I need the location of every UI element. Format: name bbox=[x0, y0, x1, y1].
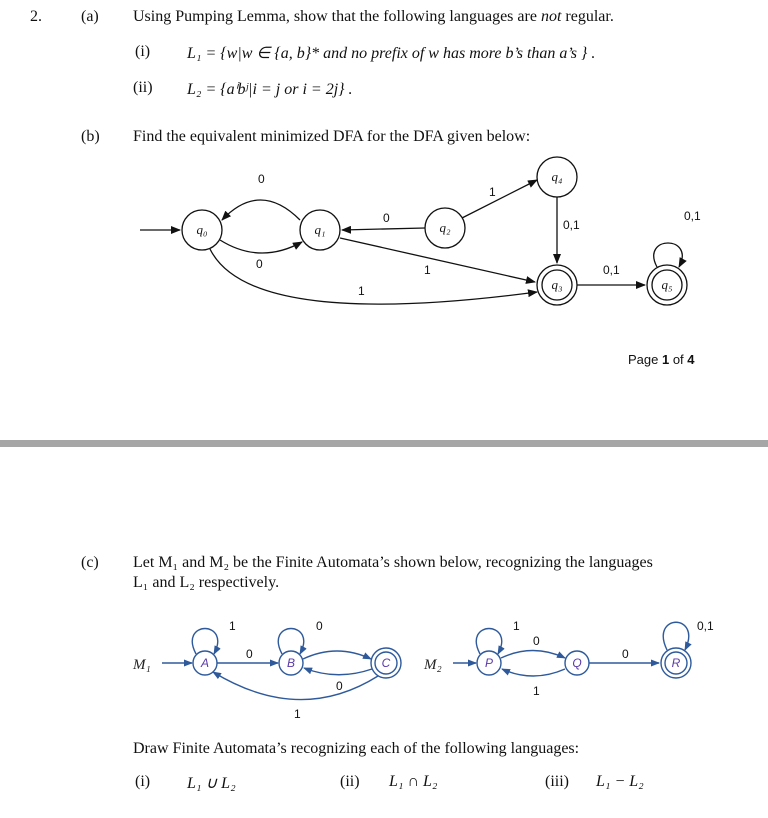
page-number-total: 4 bbox=[687, 352, 695, 367]
m1-state-label: C bbox=[381, 656, 391, 670]
m2-state-label: Q bbox=[572, 656, 582, 670]
dfa-state-label: q₂ bbox=[439, 220, 451, 235]
m2-edge-p-loop bbox=[476, 629, 501, 655]
m1-state-label: A bbox=[200, 656, 210, 670]
part-c-prompt-line1: Let M₁ and M₂ be the Finite Automata’s shown below, recognizing the languages bbox=[133, 554, 653, 571]
m1-edge-b-c bbox=[303, 651, 371, 659]
dfa-edge-label: 0,1 bbox=[603, 263, 620, 277]
page-number-middle: of bbox=[669, 352, 688, 367]
m1-edge-c-a bbox=[213, 672, 378, 700]
part-c-item-2-text: L₁ ∩ L₂ bbox=[389, 773, 438, 790]
m2-edge-p-q bbox=[501, 651, 565, 659]
m1-edge-label: 1 bbox=[229, 619, 236, 633]
dfa-edge-label: 1 bbox=[358, 284, 365, 298]
part-a-prompt-emph: not bbox=[540, 8, 562, 25]
part-b-prompt: Find the equivalent minimized DFA for the DFA given below: bbox=[133, 128, 531, 145]
m2-edge-label: 0 bbox=[533, 634, 540, 648]
m1-name: M₁ bbox=[133, 657, 151, 673]
m2-state-label: P bbox=[484, 656, 494, 670]
dfa-edge-q5-loop bbox=[654, 243, 683, 267]
m1-edge-label: 0 bbox=[246, 647, 253, 661]
m2-edge-label: 1 bbox=[513, 619, 520, 633]
dfa-edge-label: 1 bbox=[424, 263, 431, 277]
m1-state-label: B bbox=[286, 656, 296, 670]
part-a-item-2-text: L₂ = {aⁱbʲ|i = j or i = 2j} . bbox=[187, 81, 353, 98]
dfa-edge-label: 0,1 bbox=[563, 218, 580, 232]
part-a-prompt-after: regular. bbox=[561, 8, 614, 25]
m1-edge-b-loop bbox=[278, 629, 303, 655]
page-number-prefix: Page bbox=[628, 352, 662, 367]
part-c-item-1-label: (i) bbox=[135, 773, 151, 790]
dfa-edge-label: 0 bbox=[258, 172, 265, 186]
dfa-diagram bbox=[0, 150, 768, 320]
m2-edge-label: 0,1 bbox=[697, 619, 714, 633]
m2-edge-r-loop bbox=[663, 622, 688, 650]
m1-edge-label: 1 bbox=[294, 707, 301, 721]
m2-edge-label: 0 bbox=[622, 647, 629, 661]
part-a-prompt bbox=[133, 8, 614, 26]
m1-edge-c-b bbox=[304, 668, 372, 675]
part-a-item-2-label: (ii) bbox=[133, 79, 153, 96]
question-number: 2. bbox=[30, 8, 42, 25]
dfa-state-label: q₃ bbox=[551, 277, 563, 292]
part-c-item-2-label: (ii) bbox=[340, 773, 360, 790]
dfa-state-label: q₅ bbox=[661, 277, 673, 292]
dfa-edge-q2-q4 bbox=[462, 180, 537, 218]
m2-name: M₂ bbox=[424, 657, 442, 673]
page-number-current: 1 bbox=[661, 352, 670, 367]
part-c-item-3-label: (iii) bbox=[545, 773, 569, 790]
dfa-edge-label: 1 bbox=[489, 185, 496, 199]
m2-edge-label: 1 bbox=[533, 684, 540, 698]
dfa-edge-label: 0,1 bbox=[684, 209, 701, 223]
dfa-edge-q2-q1 bbox=[342, 228, 425, 230]
dfa-edge-label: 0 bbox=[383, 211, 390, 225]
part-b-label: (b) bbox=[81, 128, 100, 145]
dfa-state-label: q₁ bbox=[314, 222, 326, 237]
part-a-label: (a) bbox=[81, 8, 99, 25]
part-c-draw-prompt: Draw Finite Automata’s recognizing each of the following languages: bbox=[133, 740, 580, 757]
dfa-state-label: q₄ bbox=[551, 169, 563, 184]
part-a-item-1-label: (i) bbox=[135, 43, 151, 60]
m1-edge-label: 0 bbox=[316, 619, 323, 633]
m2-state-label: R bbox=[671, 656, 681, 670]
part-a-prompt-before: Using Pumping Lemma, show that the following languages are bbox=[133, 8, 541, 25]
dfa-edge-q0-q1 bbox=[220, 240, 302, 253]
page-separator bbox=[0, 440, 768, 447]
m1-edge-a-loop bbox=[192, 629, 217, 655]
dfa-edge-q1-q3 bbox=[340, 238, 535, 282]
part-a-item-1-text: L₁ = {w|w ∈ {a, b}* and no prefix of w has more b’s than a’s } . bbox=[187, 45, 596, 62]
part-c-item-3-text: L₁ − L₂ bbox=[596, 773, 644, 790]
part-c-label: (c) bbox=[81, 554, 99, 571]
dfa-state-label: q₀ bbox=[196, 222, 208, 237]
dfa-edge-label: 0 bbox=[256, 257, 263, 271]
part-c-item-1-text: L₁ ∪ L₂ bbox=[187, 775, 236, 792]
page-number bbox=[628, 352, 695, 367]
dfa-edge-q1-q0 bbox=[222, 200, 300, 220]
part-c-prompt-line2: L₁ and L₂ respectively. bbox=[133, 574, 280, 591]
automata-diagrams bbox=[0, 605, 768, 725]
m1-edge-label: 0 bbox=[336, 679, 343, 693]
m2-edge-q-p bbox=[502, 669, 565, 676]
